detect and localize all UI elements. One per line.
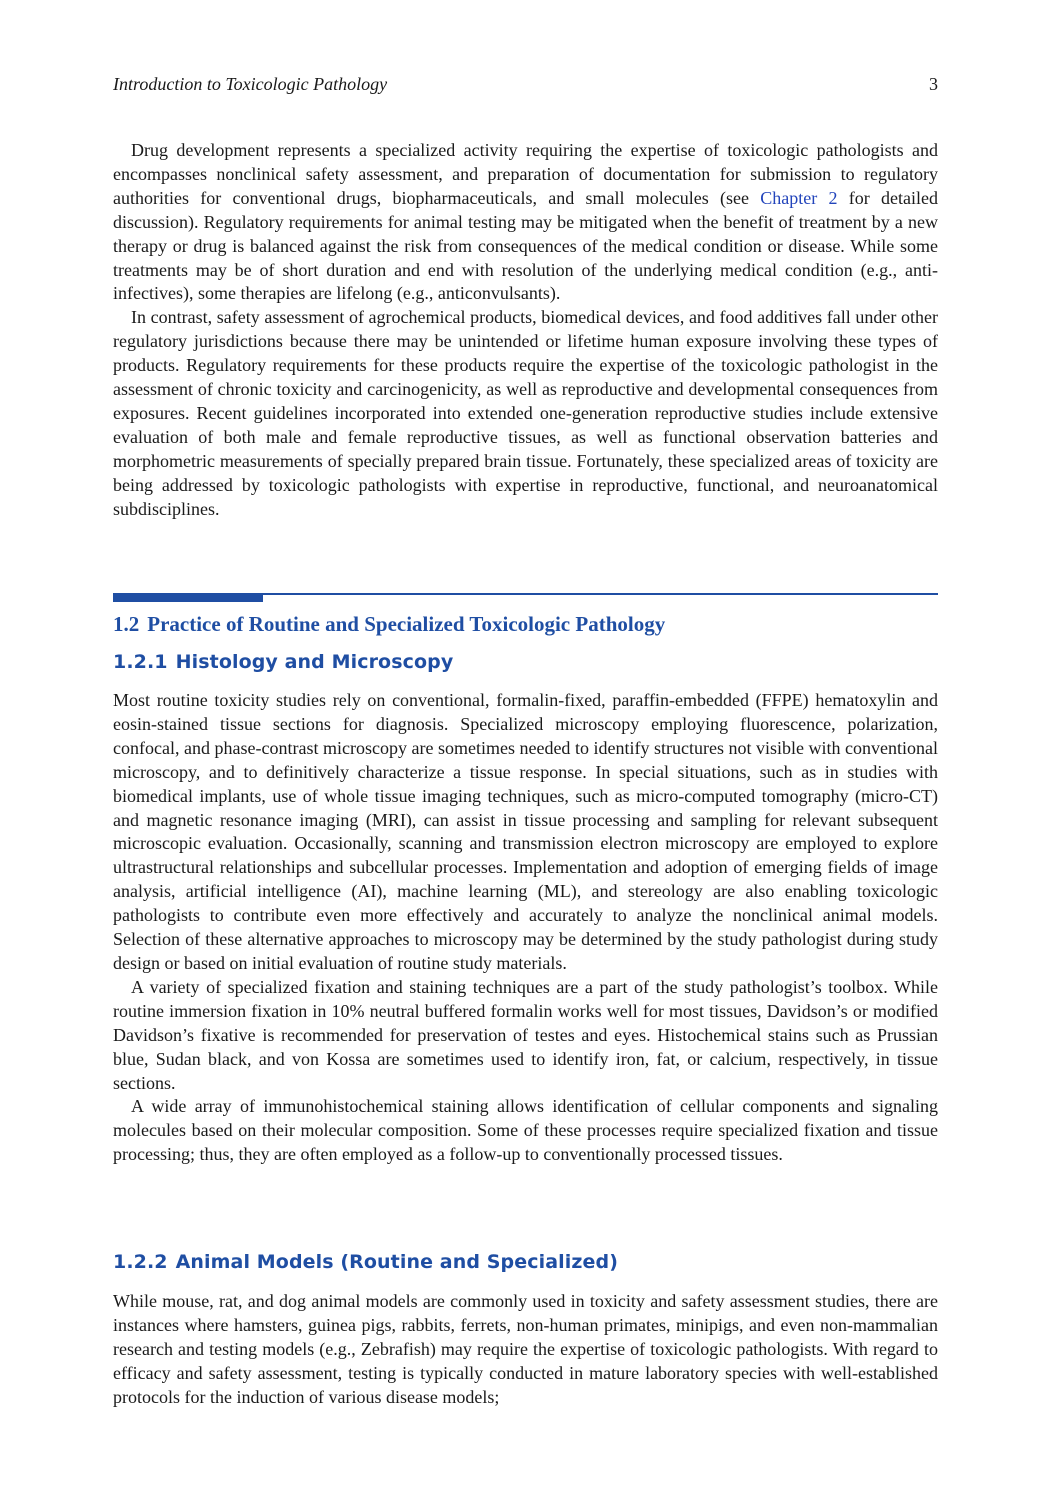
animal-models-text (113, 1290, 938, 1410)
section-1-2-1-heading (113, 651, 453, 673)
histology-paragraph-2: A variety of specialized fixation and staining techniques are a part of the study pathologist’s toolbox. While routine immersion fixation in 10% neutral buffered formalin works well for most tissues, Davidson’s or modified Davidson’s fixative is recommended for preservation of testes and eyes. Histochemical stains such as Prussian blue, Sudan black, and von Kossa are sometimes used to identify iron, fat, or calcium, respectively, in tissue sections. (113, 976, 938, 1093)
divider-accent-bar (113, 593, 263, 602)
section-1-2-number: 1.2 (113, 612, 140, 636)
histology-paragraph-1: Most routine toxicity studies rely on conventional, formalin-fixed, paraffin-embedded (FFPE) hematoxylin and eosin-stained tissue sections for diagnosis. Specialized microscopy employing fluorescence, polarization, confocal, and phase-contrast microscopy are sometimes needed to identify structures not visible with conventional microscopy, and to definitively characterize a tissue response. In special situations, such as in studies with biomedical implants, use of whole tissue imaging techniques, such as micro-computed tomography (micro-CT) and magnetic resonance imaging (MRI), can assist in tissue processing and sampling for relevant subsequent microscopic evaluation. Occasionally, scanning and transmission electron microscopy are employed to explore ultrastructural relationships and subcellular processes. Implementation and adoption of emerging fields of image analysis, artificial intelligence (AI), machine learning (ML), and stereology are also enabling toxicologic pathologists to contribute even more effectively and accurately to analyze the nonclinical animal models. Selection of these alternative approaches to microscopy may be determined by the study pathologist during study design or based on initial evaluation of routine study materials. (113, 690, 938, 973)
intro-paragraph-1 (113, 139, 938, 306)
histology-text (113, 689, 938, 1167)
section-1-2-2-number: 1.2.2 (113, 1251, 168, 1273)
running-title: Introduction to Toxicologic Pathology (113, 74, 388, 94)
intro-paragraph-2: In contrast, safety assessment of agrochemical products, biomedical devices, and food additives fall under other regulatory jurisdictions because there may be unintended or lifetime human exposure involving these types of products. Regulatory requirements for these products require the expertise of the toxicologic pathologist in the assessment of chronic toxicity and carcinogenicity, as well as reproductive and developmental consequences from exposures. Recent guidelines incorporated into extended one-generation reproductive studies include extensive evaluation of both male and female reproductive tissues, as well as functional observation batteries and morphometric measurements of specially prepared brain tissue. Fortunately, these specialized areas of toxicity are being addressed by toxicologic pathologists with expertise in reproductive, functional, and neuroanatomical subdisciplines. (113, 307, 938, 519)
histology-paragraph-3: A wide array of immunohistochemical staining allows identification of cellular components and signaling molecules based on their molecular composition. Some of these processes require specialized fixation and tissue processing; thus, they are often employed as a follow-up to conventionally processed tissues. (113, 1096, 938, 1165)
section-1-2-1-title: Histology and Microscopy (175, 651, 454, 673)
page-number: 3 (929, 74, 938, 94)
intro-text (113, 139, 938, 522)
section-1-2-heading (113, 612, 665, 637)
section-1-2-2-heading (113, 1251, 618, 1273)
intro-p1-text-a: Drug development represents a specialized activity requiring the expertise of toxicologic pathologists and encompasses nonclinical safety assessment, and preparation of documentation for submission to regulatory authorities for conventional drugs, biopharmaceuticals, and small molecules (see (113, 140, 938, 208)
section-1-2-2-title: Animal Models (Routine and Specialized) (175, 1251, 618, 1273)
running-header (113, 74, 938, 98)
section-1-2-title: Practice of Routine and Specialized Toxicologic Pathology (147, 612, 666, 636)
section-1-2-1-number: 1.2.1 (113, 651, 168, 673)
intro-p1-text-b: for detailed discussion). Regulatory requirements for animal testing may be mitigated when the benefit of treatment by a new therapy or drug is balanced against the risk from consequences of the medical condition or disease. While some treatments may be of short duration and end with resolution of the underlying medical condition (e.g., anti-infectives), some therapies are lifelong (e.g., anticonvulsants). (113, 187, 938, 304)
section-divider (113, 593, 938, 602)
animal-models-paragraph-1: While mouse, rat, and dog animal models are commonly used in toxicity and safety assessment studies, there are instances where hamsters, guinea pigs, rabbits, ferrets, non-human primates, minipigs, and even non-mammalian research and testing models (e.g., Zebrafish) may require the expertise of toxicologic pathologists. With regard to efficacy and safety assessment, testing is typically conducted in mature laboratory species with well-established protocols for the induction of various disease models; (113, 1291, 938, 1407)
chapter-2-link[interactable]: Chapter 2 (760, 187, 838, 208)
